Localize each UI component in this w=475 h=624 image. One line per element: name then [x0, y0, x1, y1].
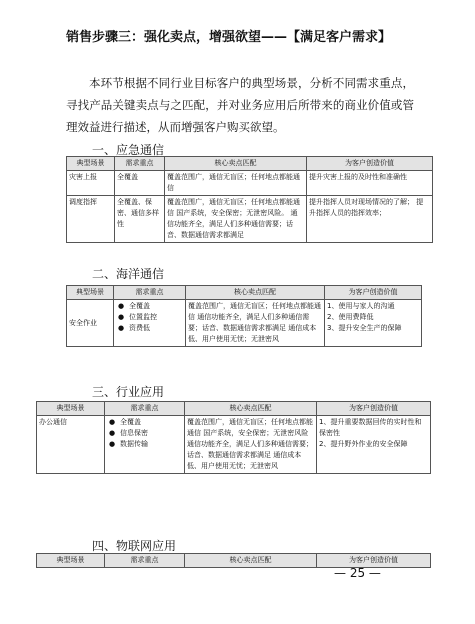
intro-text: 本环节根据不同行业目标客户的典型场景，分析不同需求重点，寻找产品关键卖点与之匹配，并对业务应用后所带来的商业价值或管理效益进行描述，从而增强客户购买欲望。 — [66, 76, 414, 134]
table-header-row — [37, 402, 431, 416]
page-number: — 25 — — [334, 566, 381, 580]
emergency-table — [66, 156, 433, 243]
table-header-row — [67, 286, 422, 300]
cell-value — [325, 300, 422, 347]
cell-scene: 灾害上报 — [67, 171, 115, 196]
col-points: 核心卖点匹配 — [186, 286, 325, 300]
col-points: 核心卖点匹配 — [165, 157, 307, 171]
col-value: 为客户创造价值 — [317, 402, 431, 416]
col-points: 核心卖点匹配 — [185, 554, 317, 568]
list-item: 1、使用与家人的沟通 — [327, 302, 395, 310]
list-item: 1、提升重要数据回传的实时性和保密性 — [319, 418, 422, 437]
list-item: ● 位置监控 — [116, 312, 183, 323]
cell-needs: 全覆盖、保密、通信多样性 — [115, 196, 165, 243]
list-item: 2、使用费降低 — [327, 313, 374, 321]
list-item: ● 数据传输 — [107, 439, 182, 450]
col-scene: 典型场景 — [67, 286, 114, 300]
cell-points: 覆盖范围广，通信无盲区；任何地点都能通信 通信功能齐全，满足人们多种通信需要；话音、数据通信需求都满足 通信成本低、用户使用无忧；无泄密风 — [186, 300, 325, 347]
col-scene: 典型场景 — [37, 402, 105, 416]
needs-list — [107, 417, 182, 450]
col-needs: 需求重点 — [115, 157, 165, 171]
col-needs: 需求重点 — [114, 286, 186, 300]
intro-paragraph — [66, 72, 414, 138]
table-row — [67, 171, 433, 196]
needs-list — [116, 301, 183, 334]
cell-needs: 全覆盖 — [115, 171, 165, 196]
table-row — [37, 416, 431, 474]
list-item: 2、提升野外作业的安全保障 — [319, 440, 408, 448]
list-item: ● 资费低 — [116, 323, 183, 334]
cell-scene: 调度指挥 — [67, 196, 115, 243]
list-item: ● 信息保密 — [107, 428, 182, 439]
col-points: 核心卖点匹配 — [185, 402, 317, 416]
value-list — [327, 301, 419, 334]
section-title-maritime: 二、海洋通信 — [92, 267, 165, 281]
cell-scene: 办公通信 — [37, 416, 105, 474]
col-value: 为客户创造价值 — [317, 554, 431, 568]
col-scene: 典型场景 — [67, 157, 115, 171]
cell-scene: 安全作业 — [67, 300, 114, 347]
page-heading: 销售步骤三：强化卖点，增强欲望——【满足客户需求】 — [66, 30, 392, 45]
col-value: 为客户创造价值 — [325, 286, 422, 300]
maritime-table — [66, 285, 422, 347]
cell-value: 提升灾害上报的及时性和准确性 — [307, 171, 433, 196]
section-title-industry: 三、行业应用 — [92, 385, 165, 399]
table-row — [67, 196, 433, 243]
cell-needs — [105, 416, 185, 474]
cell-value: 提升指挥人员对现场情况的了解； 提升指挥人员的指挥效率； — [307, 196, 433, 243]
cell-points: 覆盖范围广，通信无盲区；任何地点都能通信 国产系统，安全保密；无泄密风险。 通信功能齐全，满足人们多种通信需要；话音、数据通信需求都满足 — [165, 196, 307, 243]
col-needs: 需求重点 — [105, 402, 185, 416]
list-item: ● 全覆盖 — [107, 417, 182, 428]
section-title-emergency: 一、应急通信 — [92, 143, 165, 157]
col-value: 为客户创造价值 — [307, 157, 433, 171]
list-item: 3、提升安全生产的保障 — [327, 324, 402, 332]
cell-needs — [114, 300, 186, 347]
cell-value — [317, 416, 431, 474]
industry-table — [36, 401, 431, 474]
table-row — [67, 300, 422, 347]
col-scene: 典型场景 — [37, 554, 105, 568]
value-list — [319, 417, 428, 450]
cell-points: 覆盖范围广，通信无盲区；任何地点都能通信 国产系统，安全保密；无泄密风险 通信功能齐全，满足人们多种通信需要；话音、数据通信需求都满足 通信成本低、用户使用无忧；无泄密风 — [185, 416, 317, 474]
cell-points: 覆盖范围广，通信无盲区；任何地点都能通信 — [165, 171, 307, 196]
list-item: ● 全覆盖 — [116, 301, 183, 312]
section-title-iot: 四、物联网应用 — [92, 539, 177, 553]
table-header-row — [67, 157, 433, 171]
col-needs: 需求重点 — [105, 554, 185, 568]
